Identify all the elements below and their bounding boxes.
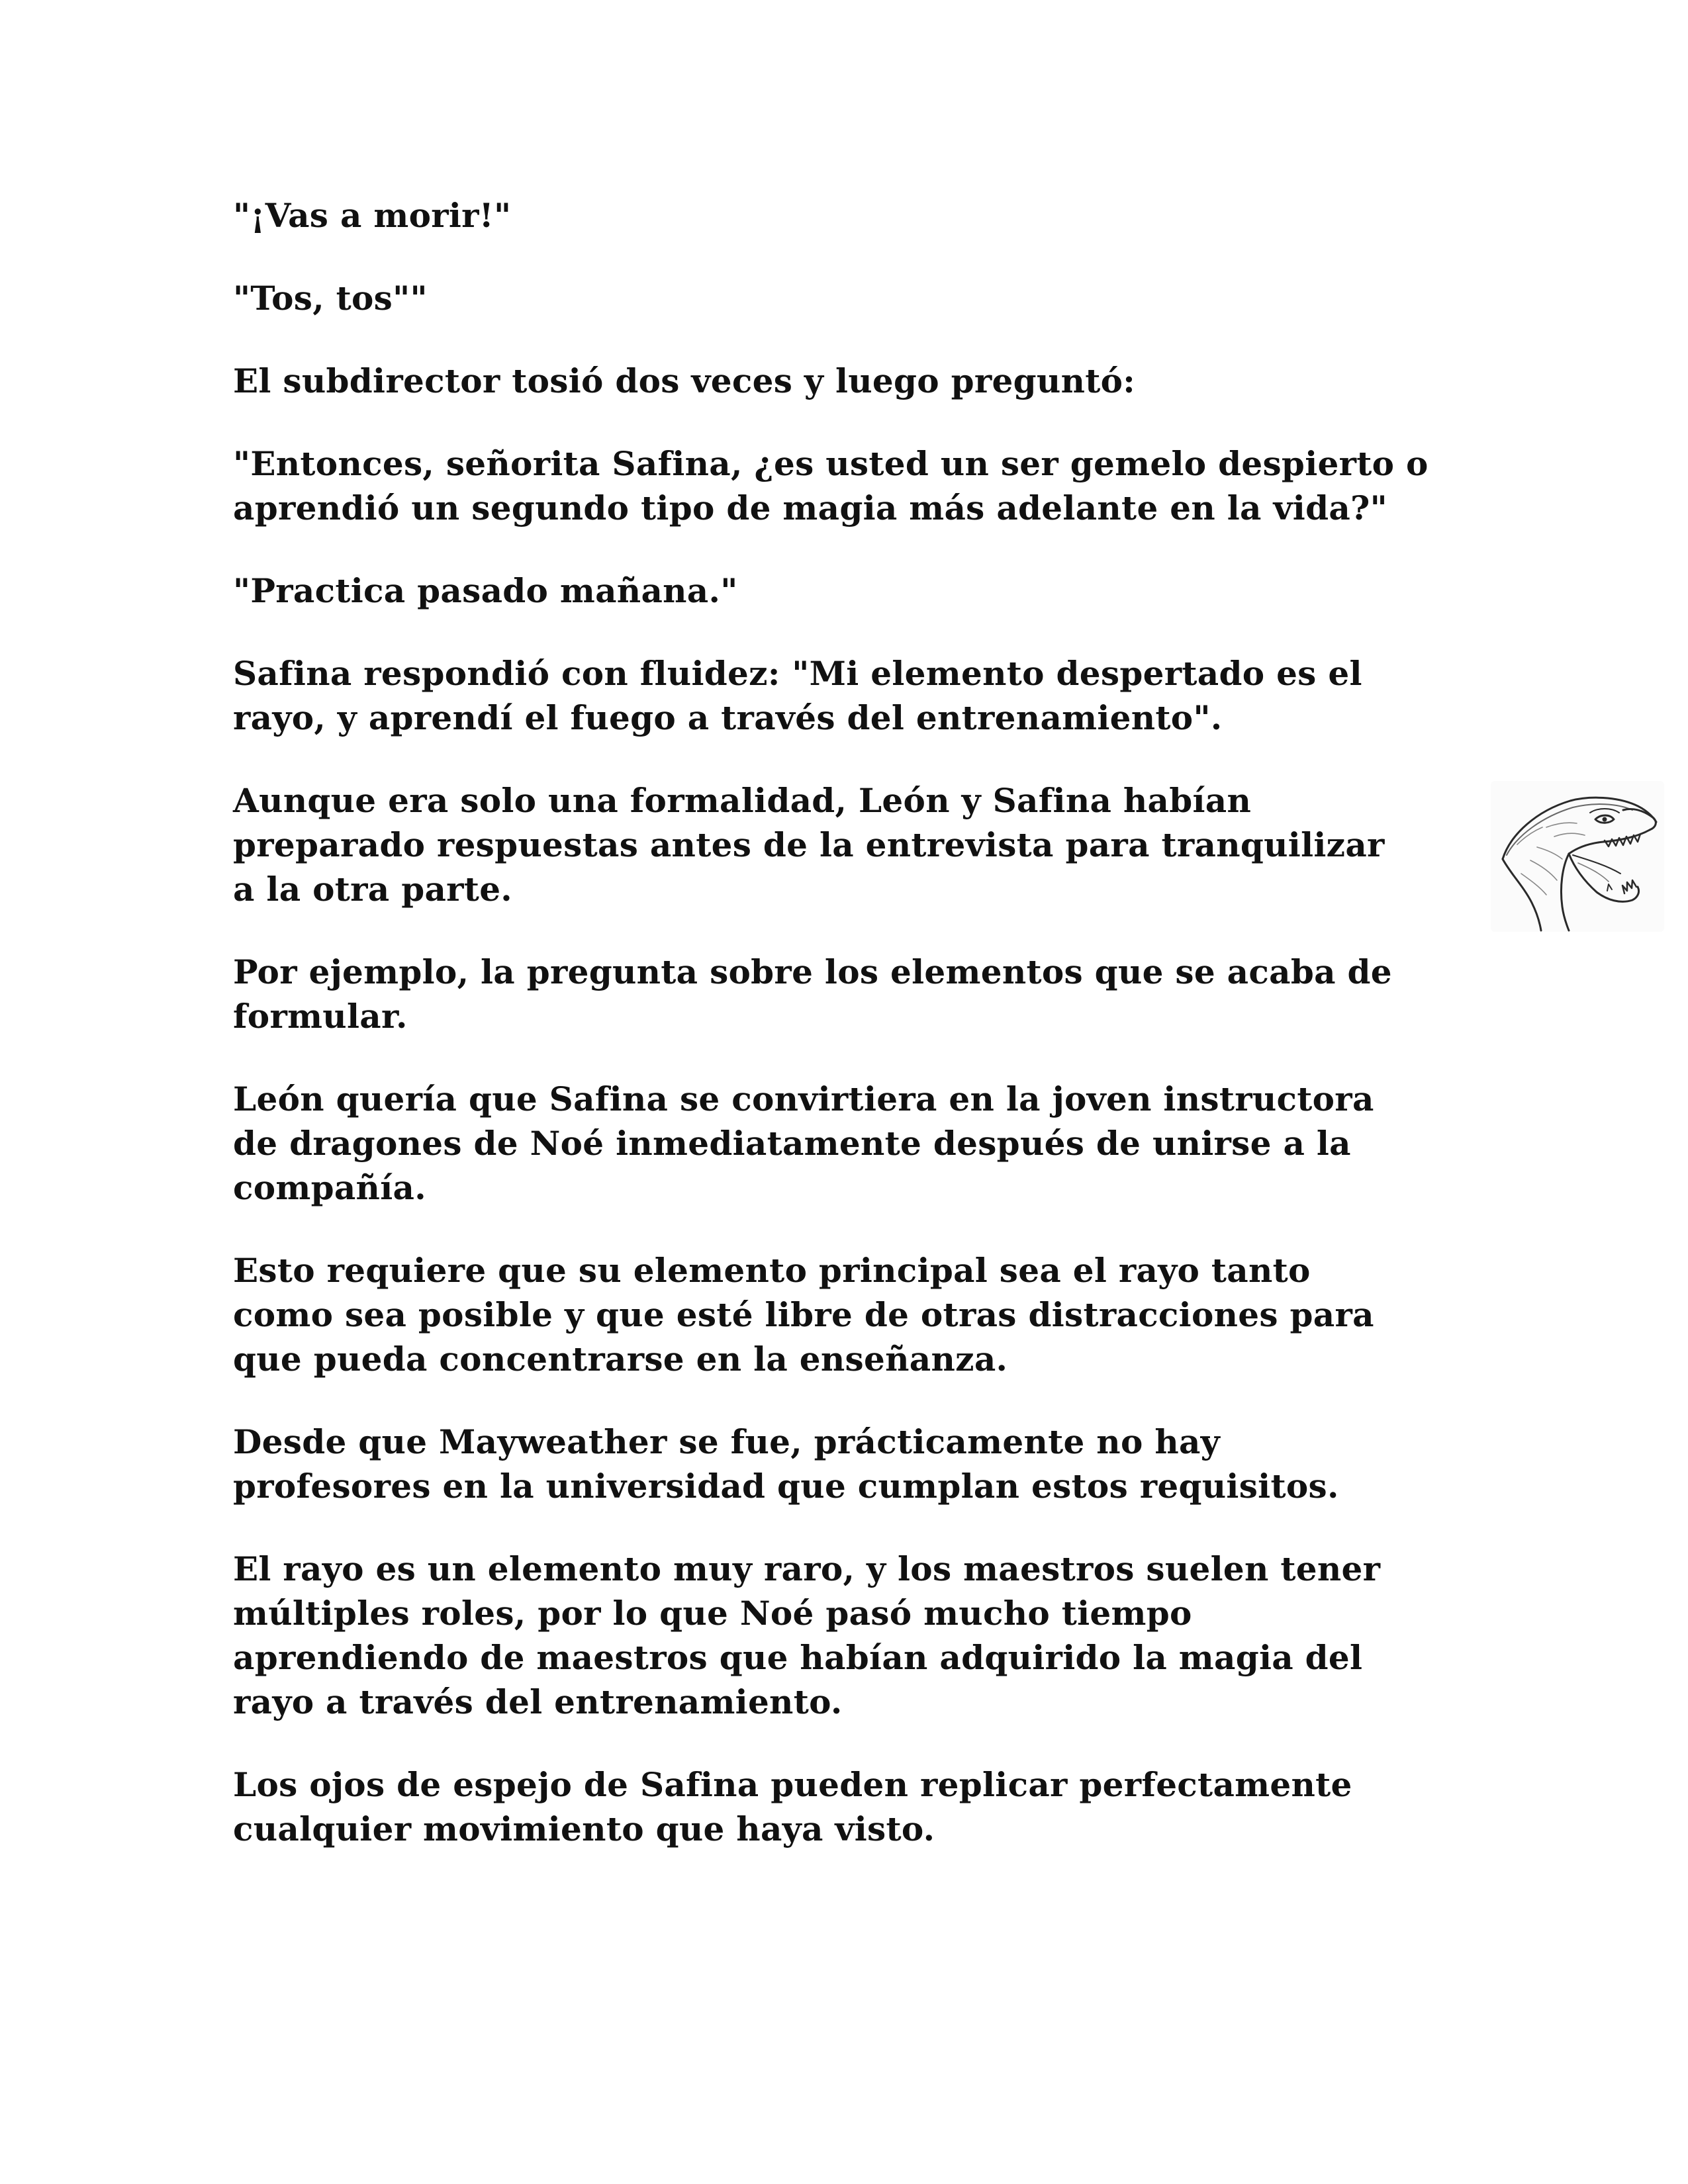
text-line: "Tos, tos"" — [233, 279, 428, 318]
paragraph — [233, 359, 1491, 403]
text-line: como sea posible y que esté libre de otras distracciones para — [233, 1295, 1374, 1334]
text-line: aprendiendo de maestros que habían adquirido la magia del — [233, 1638, 1363, 1677]
text-line: Esto requiere que su elemento principal sea el rayo tanto — [233, 1251, 1311, 1290]
text-line: "Practica pasado mañana." — [233, 571, 738, 610]
text-line: profesores en la universidad que cumplan estos requisitos. — [233, 1467, 1339, 1506]
text-line: formular. — [233, 997, 408, 1036]
paragraph — [233, 778, 1491, 911]
body-text — [233, 193, 1491, 1851]
text-line: cualquier movimiento que haya visto. — [233, 1809, 935, 1848]
text-line: El rayo es un elemento muy raro, y los maestros suelen tener — [233, 1549, 1381, 1588]
text-line: aprendió un segundo tipo de magia más adelante en la vida?" — [233, 488, 1387, 527]
paragraph — [233, 1762, 1491, 1851]
paragraph — [233, 193, 1491, 238]
text-line: "Entonces, señorita Safina, ¿es usted un ser gemelo despierto o — [233, 444, 1429, 483]
text-line: Los ojos de espejo de Safina pueden replicar perfectamente — [233, 1765, 1352, 1804]
paragraph — [233, 1077, 1491, 1210]
text-line: Desde que Mayweather se fue, prácticamente no hay — [233, 1422, 1221, 1461]
text-line: a la otra parte. — [233, 870, 513, 909]
text-line: de dragones de Noé inmediatamente después de unirse a la — [233, 1124, 1351, 1163]
text-line: Por ejemplo, la pregunta sobre los elementos que se acaba de — [233, 952, 1392, 991]
paragraph — [233, 1420, 1491, 1508]
paragraph — [233, 950, 1491, 1038]
text-line: rayo a través del entrenamiento. — [233, 1682, 843, 1721]
paragraph — [233, 1547, 1491, 1724]
text-line: El subdirector tosió dos veces y luego preguntó: — [233, 361, 1136, 400]
text-line: "¡Vas a morir!" — [233, 196, 512, 235]
text-line: León quería que Safina se convirtiera en la joven instructora — [233, 1079, 1374, 1118]
dinosaur-head-sketch-icon — [1491, 781, 1664, 932]
paragraph — [233, 441, 1491, 530]
text-line: múltiples roles, por lo que Noé pasó mucho tiempo — [233, 1594, 1192, 1633]
paragraph — [233, 1248, 1491, 1381]
text-line: rayo, y aprendí el fuego a través del entrenamiento". — [233, 698, 1223, 737]
text-line: Safina respondió con fluidez: "Mi elemento despertado es el — [233, 654, 1362, 693]
paragraph — [233, 276, 1491, 320]
text-line: preparado respuestas antes de la entrevista para tranquilizar — [233, 825, 1385, 864]
text-line: compañía. — [233, 1168, 426, 1207]
text-line: Aunque era solo una formalidad, León y Safina habían — [233, 781, 1252, 820]
text-line: que pueda concentrarse en la enseñanza. — [233, 1340, 1008, 1379]
paragraph — [233, 651, 1491, 740]
paragraph — [233, 569, 1491, 613]
